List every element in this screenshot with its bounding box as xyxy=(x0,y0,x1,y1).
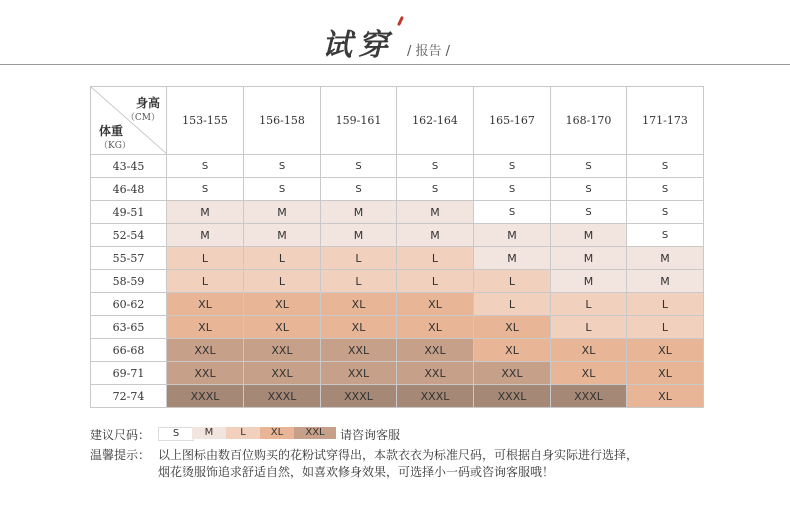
size-cell: S xyxy=(551,155,627,178)
weight-row-header: 63-65 xyxy=(91,316,167,339)
height-column-header: 162-164 xyxy=(397,87,474,155)
size-cell: S xyxy=(244,155,321,178)
size-cell: S xyxy=(397,155,474,178)
size-cell: L xyxy=(167,247,244,270)
table-row xyxy=(91,178,704,201)
table-row xyxy=(91,339,704,362)
size-chart-table xyxy=(90,86,704,408)
size-cell: S xyxy=(627,155,704,178)
size-cell: XXL xyxy=(321,362,397,385)
size-cell: M xyxy=(474,224,551,247)
legend-swatch-s: S xyxy=(158,427,194,441)
size-cell: M xyxy=(167,201,244,224)
weight-axis-label: 体重 xyxy=(99,124,124,138)
tips-label: 温馨提示： xyxy=(90,448,151,462)
size-cell: S xyxy=(627,201,704,224)
size-cell: L xyxy=(167,270,244,293)
size-cell: S xyxy=(627,178,704,201)
size-cell: S xyxy=(244,178,321,201)
size-cell: XXL xyxy=(474,362,551,385)
size-cell: M xyxy=(627,247,704,270)
corner-cell xyxy=(91,87,167,155)
size-cell: L xyxy=(397,270,474,293)
table-row xyxy=(91,316,704,339)
size-cell: XL xyxy=(397,316,474,339)
tips-line-1: 以上图标由数百位购买的花粉试穿得出，本款衣衣为标准尺码，可根据自身实际进行选择， xyxy=(158,448,639,462)
legend-note: 请咨询客服 xyxy=(340,428,401,442)
size-cell: XXXL xyxy=(167,385,244,408)
size-cell: XXXL xyxy=(321,385,397,408)
height-column-header: 156-158 xyxy=(244,87,321,155)
size-cell: XXXL xyxy=(551,385,627,408)
size-cell: L xyxy=(551,316,627,339)
size-cell: M xyxy=(551,270,627,293)
size-cell: S xyxy=(167,178,244,201)
page-subtitle: / 报告 / xyxy=(407,44,451,59)
size-cell: M xyxy=(551,247,627,270)
table-row xyxy=(91,155,704,178)
size-cell: M xyxy=(474,247,551,270)
height-column-header: 159-161 xyxy=(321,87,397,155)
size-cell: L xyxy=(474,293,551,316)
size-cell: M xyxy=(321,224,397,247)
header-row xyxy=(91,87,704,155)
size-cell: L xyxy=(627,316,704,339)
size-cell: M xyxy=(397,201,474,224)
size-cell: XXXL xyxy=(397,385,474,408)
height-unit: （CM） xyxy=(125,113,160,123)
size-cell: M xyxy=(627,270,704,293)
table-row xyxy=(91,385,704,408)
size-cell: L xyxy=(627,293,704,316)
size-cell: XXL xyxy=(167,339,244,362)
weight-row-header: 43-45 xyxy=(91,155,167,178)
legend-label: 建议尺码： xyxy=(90,428,151,442)
height-column-header: 168-170 xyxy=(551,87,627,155)
weight-row-header: 69-71 xyxy=(91,362,167,385)
size-cell: XL xyxy=(397,293,474,316)
size-cell: XL xyxy=(627,362,704,385)
size-cell: XL xyxy=(244,293,321,316)
size-cell: XXL xyxy=(397,339,474,362)
legend-swatch-xxl: XXL xyxy=(294,427,336,439)
size-cell: L xyxy=(397,247,474,270)
size-cell: M xyxy=(244,201,321,224)
legend-swatch-m: M xyxy=(192,427,226,439)
size-cell: S xyxy=(321,178,397,201)
weight-unit: （KG） xyxy=(99,141,131,151)
size-cell: S xyxy=(167,155,244,178)
height-column-header: 171-173 xyxy=(627,87,704,155)
legend-swatch-l: L xyxy=(226,427,260,439)
table-row xyxy=(91,293,704,316)
weight-row-header: 49-51 xyxy=(91,201,167,224)
height-axis-label: 身高 xyxy=(135,96,160,110)
size-cell: XL xyxy=(551,339,627,362)
size-cell: M xyxy=(244,224,321,247)
size-cell: XL xyxy=(474,316,551,339)
size-cell: XXL xyxy=(321,339,397,362)
size-cell: XL xyxy=(244,316,321,339)
size-cell: XXXL xyxy=(244,385,321,408)
size-cell: L xyxy=(321,247,397,270)
size-cell: XL xyxy=(551,362,627,385)
size-cell: L xyxy=(244,247,321,270)
size-cell: S xyxy=(474,201,551,224)
legend-swatch-xl: XL xyxy=(260,427,294,439)
table-row xyxy=(91,362,704,385)
size-cell: XXXL xyxy=(474,385,551,408)
size-cell: XL xyxy=(474,339,551,362)
weight-row-header: 58-59 xyxy=(91,270,167,293)
weight-row-header: 60-62 xyxy=(91,293,167,316)
header-divider xyxy=(0,64,790,65)
size-cell: XL xyxy=(167,293,244,316)
page-title: 试穿 xyxy=(322,28,394,63)
title-accent-mark xyxy=(397,16,404,26)
size-cell: L xyxy=(474,270,551,293)
weight-row-header: 46-48 xyxy=(91,178,167,201)
table-row xyxy=(91,224,704,247)
weight-row-header: 55-57 xyxy=(91,247,167,270)
size-cell: S xyxy=(397,178,474,201)
size-cell: XL xyxy=(627,385,704,408)
size-cell: M xyxy=(397,224,474,247)
size-cell: XXL xyxy=(397,362,474,385)
size-cell: S xyxy=(321,155,397,178)
size-cell: S xyxy=(627,224,704,247)
size-cell: XXL xyxy=(167,362,244,385)
table-row xyxy=(91,247,704,270)
size-cell: M xyxy=(551,224,627,247)
weight-row-header: 52-54 xyxy=(91,224,167,247)
height-column-header: 165-167 xyxy=(474,87,551,155)
table-row xyxy=(91,270,704,293)
size-cell: L xyxy=(244,270,321,293)
weight-row-header: 66-68 xyxy=(91,339,167,362)
size-cell: M xyxy=(167,224,244,247)
size-cell: M xyxy=(321,201,397,224)
size-cell: XL xyxy=(627,339,704,362)
weight-row-header: 72-74 xyxy=(91,385,167,408)
size-cell: S xyxy=(551,178,627,201)
size-cell: S xyxy=(474,178,551,201)
height-column-header: 153-155 xyxy=(167,87,244,155)
size-cell: L xyxy=(551,293,627,316)
table-row xyxy=(91,201,704,224)
size-cell: XXL xyxy=(244,362,321,385)
size-cell: S xyxy=(474,155,551,178)
size-cell: XL xyxy=(321,293,397,316)
size-cell: XL xyxy=(167,316,244,339)
size-cell: XL xyxy=(321,316,397,339)
report-header xyxy=(0,0,790,64)
size-cell: S xyxy=(551,201,627,224)
size-cell: L xyxy=(321,270,397,293)
tips-line-2: 烟花烫服饰追求舒适自然，如喜欢修身效果，可选择小一码或咨询客服哦！ xyxy=(158,465,555,479)
size-cell: XXL xyxy=(244,339,321,362)
